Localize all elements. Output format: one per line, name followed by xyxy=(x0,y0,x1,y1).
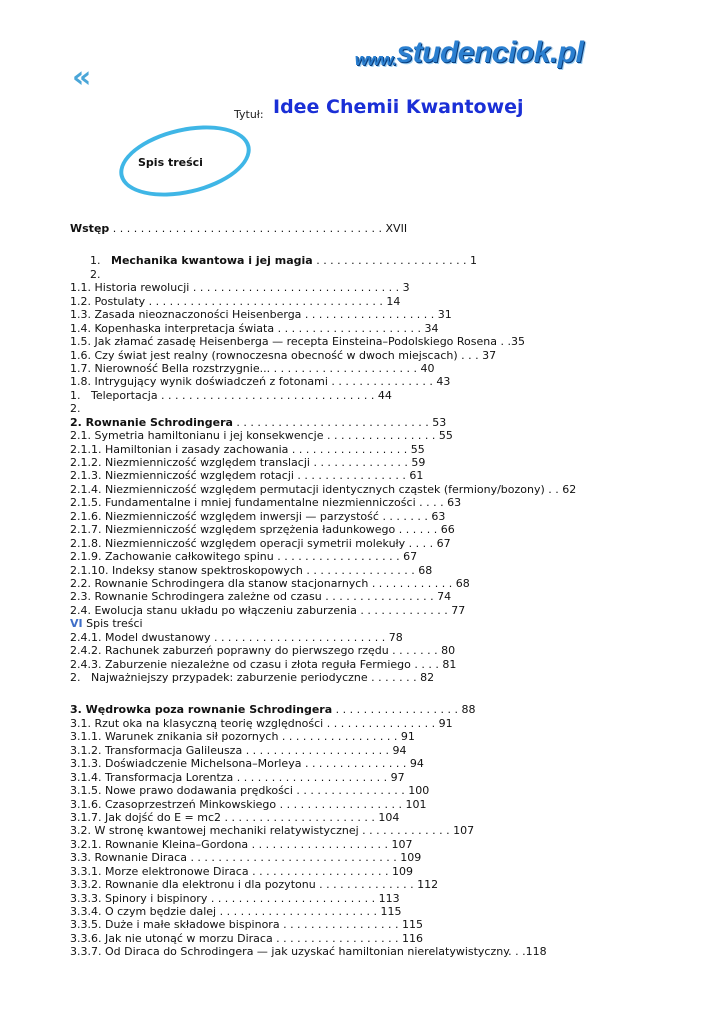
toc-entry[interactable]: 2.1. Symetria hamiltonianu i jej konsekwencje . . . . . . . . . . . . . . . . 55 xyxy=(70,429,453,443)
toc-chapter-label: Mechanika kwantowa i jej magia xyxy=(111,254,313,268)
toc-chapter-dots: . . . . . . . . . . . . . . . . . . 88 xyxy=(332,703,476,717)
toc-entry[interactable]: 2.1.5. Fundamentalne i mniej fundamentalne niezmienniczości . . . . 63 xyxy=(70,496,462,510)
toc-entry[interactable]: 3.3.4. O czym będzie dalej . . . . . . . . . . . . . . . . . . . . . . . 115 xyxy=(70,905,402,918)
toc-entry[interactable]: 1.5. Jak złamać zasadę Heisenberga — recepta Einsteina–Podolskiego Rosena . .35 xyxy=(70,335,525,349)
toc-chapter-1-items xyxy=(70,281,710,415)
toc-entry[interactable]: 1.3. Zasada nieoznaczoności Heisenberga . . . . . . . . . . . . . . . . . . . 31 xyxy=(70,308,452,322)
toc-chapter-1[interactable] xyxy=(70,254,710,267)
toc-entry[interactable]: 1.4. Kopenhaska interpretacja świata . . . . . . . . . . . . . . . . . . . . . 34 xyxy=(70,321,439,335)
toc-entry[interactable]: 2.1.4. Niezmienniczość względem permutacji identycznych cząstek (fermiony/bozony) . . 62 xyxy=(70,482,577,496)
running-header-text: Spis treści xyxy=(82,617,143,631)
toc-entry-label: Wstęp xyxy=(70,222,110,235)
toc-entry[interactable]: 2.1.2. Niezmienniczość względem translacji . . . . . . . . . . . . . . 59 xyxy=(70,456,426,469)
toc-entry[interactable]: 3.3.2. Rownanie dla elektronu i dla pozytonu . . . . . . . . . . . . . . 112 xyxy=(70,878,439,892)
toc-entry[interactable]: 2.1.3. Niezmienniczość względem rotacji . . . . . . . . . . . . . . . . 61 xyxy=(70,469,424,483)
toc-chapter-2[interactable] xyxy=(70,416,710,429)
toc-entry[interactable]: 3.1.6. Czasoprzestrzeń Minkowskiego . . . . . . . . . . . . . . . . . . 101 xyxy=(70,797,427,811)
toc-number: 2. xyxy=(90,267,101,281)
toc-chapter-3[interactable] xyxy=(70,703,710,716)
toc-entry[interactable]: 2.4.3. Zaburzenie niezależne od czasu i złota reguła Fermiego . . . . 81 xyxy=(70,657,457,671)
toc-entry[interactable]: 3.2.1. Rownanie Kleina–Gordona . . . . . . . . . . . . . . . . . . . . 107 xyxy=(70,837,413,851)
toc-entry[interactable]: 3.1. Rzut oka na klasyczną teorię względności . . . . . . . . . . . . . . . . 91 xyxy=(70,716,453,730)
logo-www: www. xyxy=(354,50,397,69)
toc-entry[interactable]: 2.1.7. Niezmienniczość względem sprzężenia ładunkowego . . . . . . 66 xyxy=(70,523,455,537)
toc-entry[interactable]: 3.1.2. Transformacja Galileusza . . . . . . . . . . . . . . . . . . . . . 94 xyxy=(70,743,407,757)
toc-heading: Spis treści xyxy=(138,156,203,169)
logo-main: studenciok.pl xyxy=(396,36,584,69)
toc-chapter-number: 1. xyxy=(90,254,101,268)
toc-entry[interactable]: 3.3.5. Duże i małe składowe bispinora . . . . . . . . . . . . . . . . . 115 xyxy=(70,918,423,932)
table-of-contents xyxy=(70,222,710,959)
toc-entry[interactable]: 3.3.3. Spinory i bispinory . . . . . . . . . . . . . . . . . . . . . . . . 113 xyxy=(70,891,400,905)
toc-entry[interactable]: 3.3.1. Morze elektronowe Diraca . . . . . . . . . . . . . . . . . . . . 109 xyxy=(70,864,413,878)
toc-entry[interactable]: 1.8. Intrygujący wynik doświadczeń z fotonami . . . . . . . . . . . . . . . 43 xyxy=(70,375,451,389)
toc-entry[interactable]: 3.3.7. Od Diraca do Schrodingera — jak uzyskać hamiltonian nierelatywistyczny. . .118 xyxy=(70,945,547,959)
toc-entry[interactable]: 3.3.6. Jak nie utonąć w morzu Diraca . . . . . . . . . . . . . . . . . . 116 xyxy=(70,931,424,945)
toc-entry[interactable]: 2.3. Rownanie Schrodingera zależne od czasu . . . . . . . . . . . . . . . . 74 xyxy=(70,590,452,604)
double-chevron-left-icon[interactable]: « xyxy=(72,60,84,95)
toc-chapter-dots: . . . . . . . . . . . . . . . . . . . . . . . . . . . . 53 xyxy=(232,415,447,429)
toc-entry[interactable]: 1.1. Historia rewolucji . . . . . . . . . . . . . . . . . . . . . . . . . . . . . . 3 xyxy=(70,281,410,295)
toc-entry[interactable]: 3.1.1. Warunek znikania sił pozornych . . . . . . . . . . . . . . . . . 91 xyxy=(70,730,415,744)
toc-entry[interactable]: 2.4. Ewolucja stanu układu po włączeniu zaburzenia . . . . . . . . . . . . . 77 xyxy=(70,603,466,617)
toc-entry[interactable]: 3.3. Rownanie Diraca . . . . . . . . . . . . . . . . . . . . . . . . . . . . . . 109 xyxy=(70,851,422,865)
toc-entry[interactable]: 2.4.1. Model dwustanowy . . . . . . . . . . . . . . . . . . . . . . . . . 78 xyxy=(70,630,403,644)
toc-chapter-2-items xyxy=(70,429,710,617)
toc-chapter-label: 3. Wędrowka poza rownanie Schrodingera xyxy=(70,703,333,717)
toc-entry[interactable]: 1.2. Postulaty . . . . . . . . . . . . . . . . . . . . . . . . . . . . . . . . . . 14 xyxy=(70,294,401,308)
toc-entry[interactable]: 3.1.3. Doświadczenie Michelsona–Morleya . . . . . . . . . . . . . . . 94 xyxy=(70,757,424,771)
toc-chapter-dots: . . . . . . . . . . . . . . . . . . . . . . 1 xyxy=(312,254,478,268)
toc-entry[interactable]: 2.1.6. Niezmienniczość względem inwersji — parzystość . . . . . . . 63 xyxy=(70,509,446,523)
toc-entry: 2. xyxy=(70,402,81,416)
toc-entry[interactable]: 2.1.1. Hamiltonian i zasady zachowania . . . . . . . . . . . . . . . . . 55 xyxy=(70,442,425,456)
document-title: Idee Chemii Kwantowej xyxy=(273,96,524,118)
roman-page-number: VI xyxy=(70,617,83,631)
toc-entry[interactable]: 2. Najważniejszy przypadek: zaburzenie periodyczne . . . . . . . 82 xyxy=(70,671,435,684)
title-label: Tytuł: xyxy=(234,108,264,121)
page-running-header xyxy=(70,617,710,630)
toc-entry[interactable]: 3.1.7. Jak dojść do E = mc2 . . . . . . . . . . . . . . . . . . . . . . 104 xyxy=(70,810,400,824)
toc-chapter-label: 2. Rownanie Schrodingera xyxy=(70,415,233,429)
toc-entry[interactable]: 2.1.8. Niezmienniczość względem operacji symetrii molekuły . . . . 67 xyxy=(70,536,451,550)
toc-entry[interactable]: 3.1.5. Nowe prawo dodawania prędkości . . . . . . . . . . . . . . . . 100 xyxy=(70,784,430,798)
toc-entry[interactable]: 3.1.4. Transformacja Lorentza . . . . . . . . . . . . . . . . . . . . . . 97 xyxy=(70,770,405,784)
site-logo[interactable] xyxy=(354,30,584,70)
toc-entry[interactable]: 3.2. W stronę kwantowej mechaniki relatywistycznej . . . . . . . . . . . . . 107 xyxy=(70,824,475,838)
toc-entry[interactable]: 2.4.2. Rachunek zaburzeń poprawny do pierwszego rzędu . . . . . . . 80 xyxy=(70,644,456,658)
toc-entry-dots: . . . . . . . . . . . . . . . . . . . . . . . . . . . . . . . . . . . . . . . XVII xyxy=(109,222,408,235)
toc-entry[interactable]: 2.1.10. Indeksy stanow spektroskopowych . . . . . . . . . . . . . . . . 68 xyxy=(70,563,433,577)
toc-chapter-2b-items xyxy=(70,631,710,685)
toc-chapter-3-items xyxy=(70,717,710,959)
toc-number-line xyxy=(70,268,710,281)
toc-entry-wstep[interactable] xyxy=(70,222,710,235)
toc-entry[interactable]: 1.6. Czy świat jest realny (rownoczesna obecność w dwoch miejscach) . . . 37 xyxy=(70,348,497,362)
toc-entry[interactable]: 2.1.9. Zachowanie całkowitego spinu . . . . . . . . . . . . . . . . . . 67 xyxy=(70,550,418,564)
toc-entry[interactable]: 2.2. Rownanie Schrodingera dla stanow stacjonarnych . . . . . . . . . . . . 68 xyxy=(70,576,470,590)
toc-entry[interactable]: 1. Teleportacja . . . . . . . . . . . . . . . . . . . . . . . . . . . . . . . 44 xyxy=(70,388,392,402)
toc-entry[interactable]: 1.7. Nierowność Bella rozstrzygnie... . . . . . . . . . . . . . . . . . . . . . 40 xyxy=(70,361,435,375)
